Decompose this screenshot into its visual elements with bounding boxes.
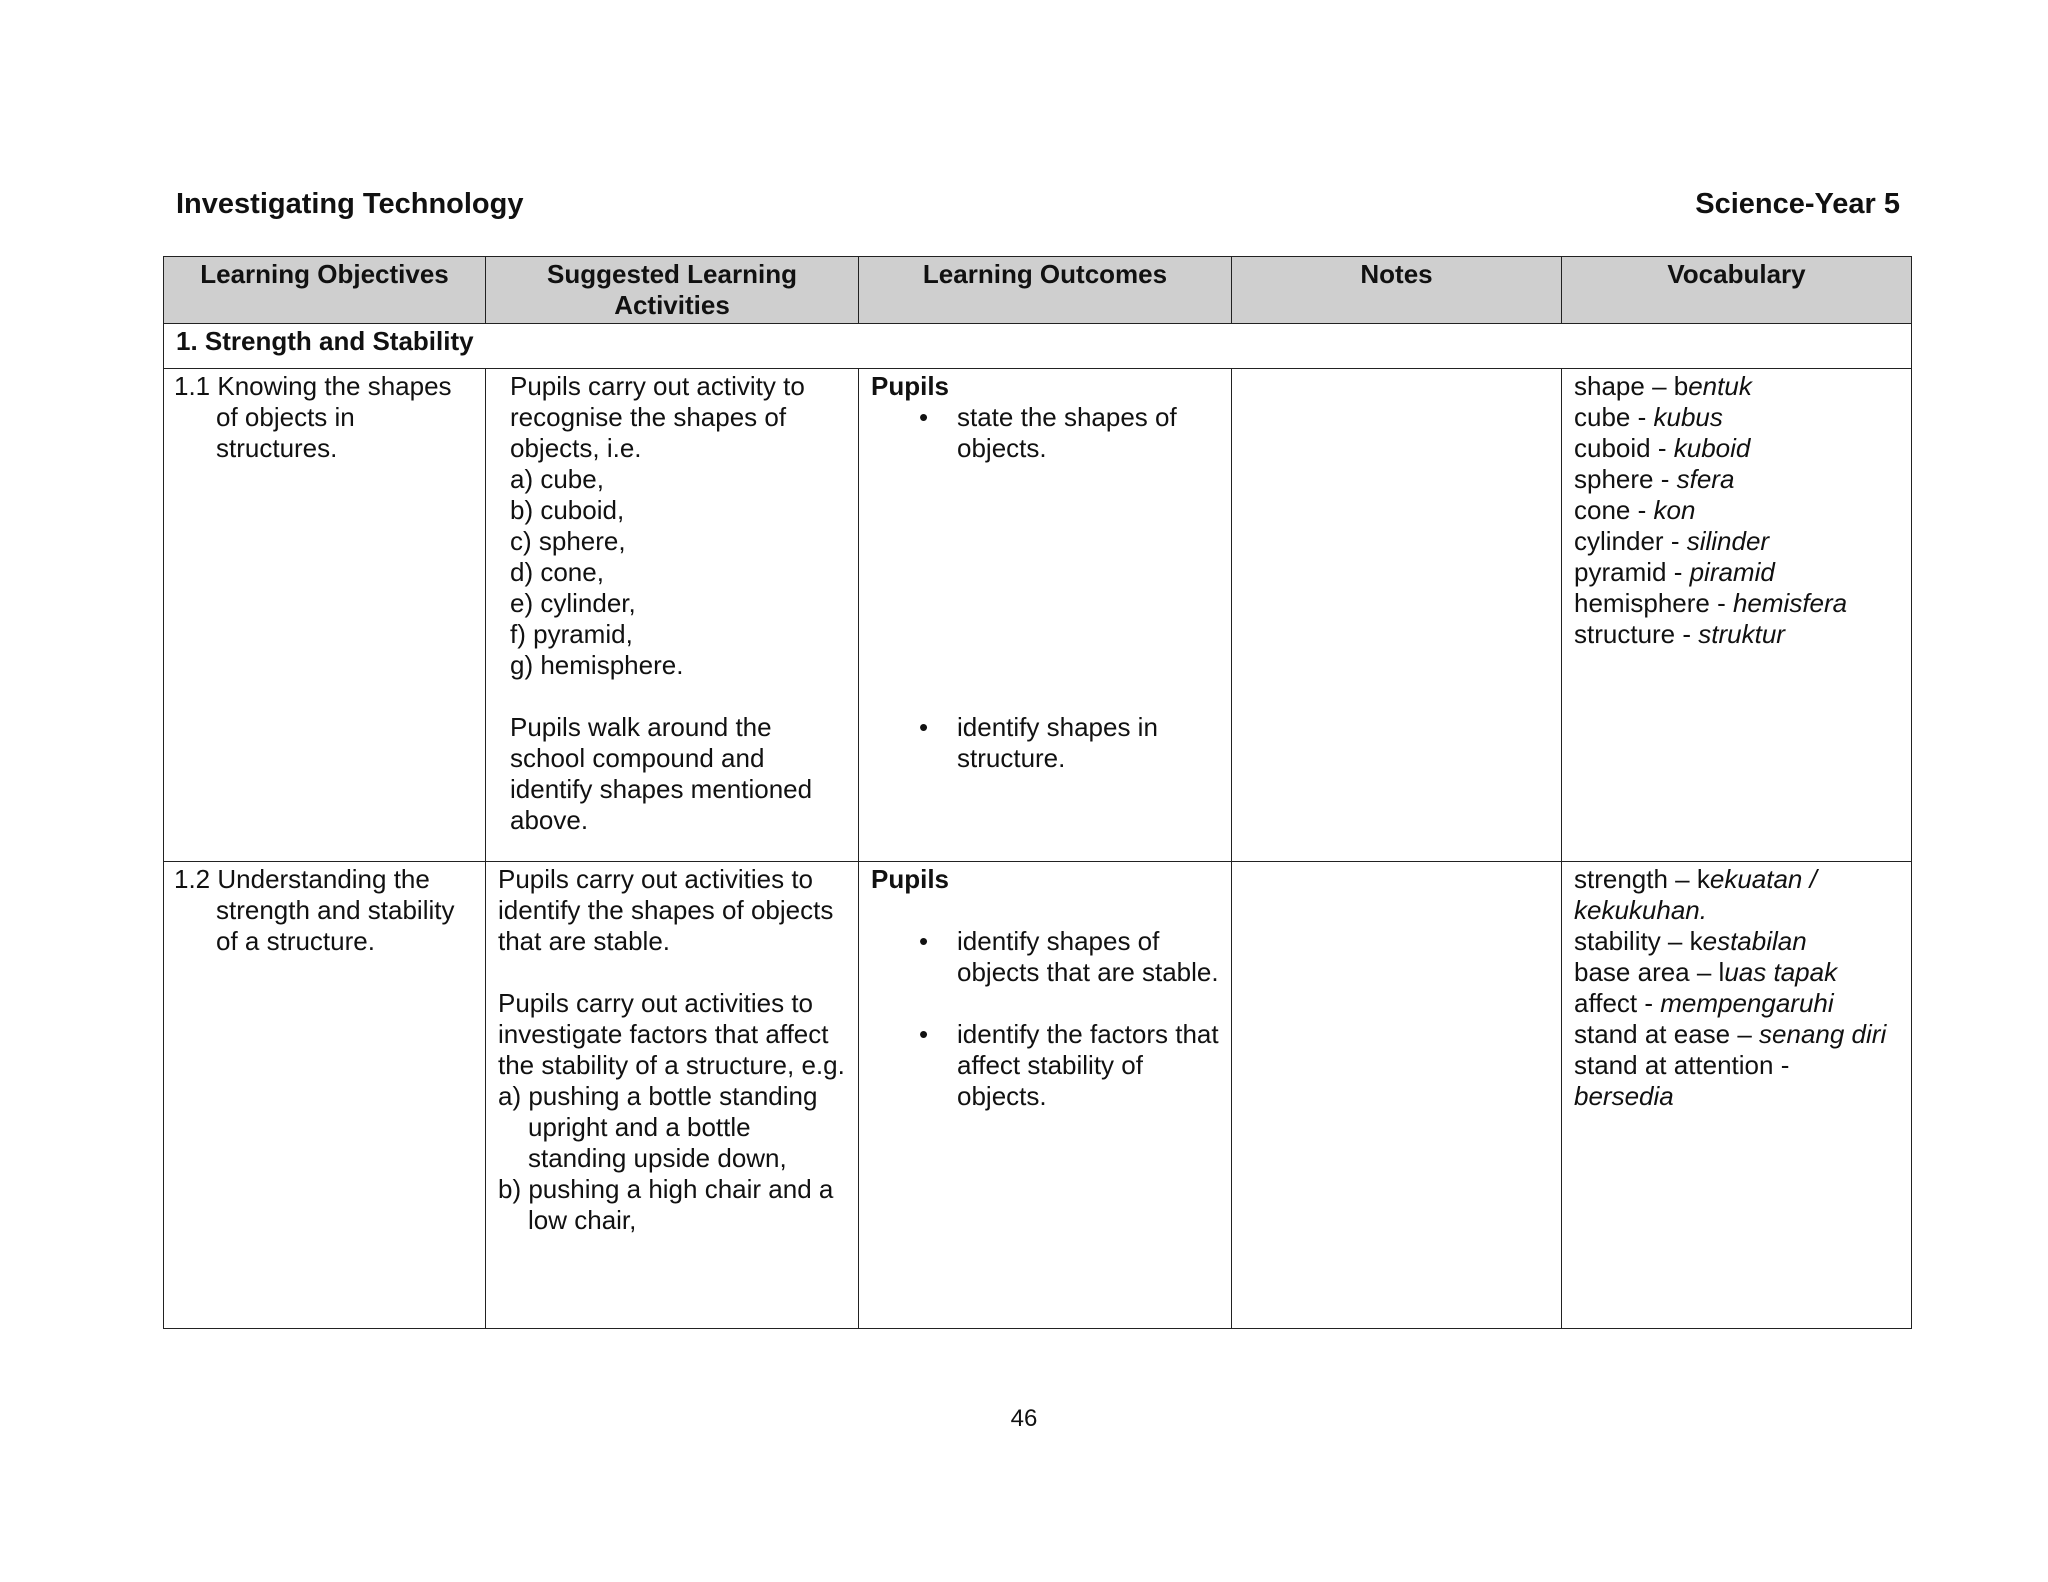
list-item: • identify shapes of objects that are stable. [871,926,1219,988]
section-row [164,324,1912,369]
list-item: f) pyramid, [510,619,633,649]
vocabulary-cell [1562,369,1912,862]
list-item: a) pushing a bottle standing upright and a bottle standing upside down, [498,1081,818,1173]
document-title: Investigating Technology [176,188,524,220]
activity-paragraph: Pupils carry out activities to investigate factors that affect the stability of a structure, e.g. [498,988,845,1080]
page-number: 46 [1010,1405,1038,1432]
outcomes-cell [859,369,1232,862]
list-item: g) hemisphere. [510,650,684,680]
outcomes-cell [859,862,1232,1329]
col-header-objectives: Learning Objectives [164,257,486,324]
activities-cell [486,369,859,862]
vocab-entry: stand at ease – senang diri [1574,1019,1887,1049]
list-item: e) cylinder, [510,588,636,618]
outcomes-lead: Pupils [871,371,950,401]
vocab-entry: shape – bentuk [1574,371,1752,401]
vocab-entry: stand at attention - [1574,1050,1790,1080]
subject-label: Science-Year 5 [1695,188,1900,220]
list-item: • identify the factors that affect stability of objects. [871,1019,1219,1112]
vocab-entry: cube - kubus [1574,402,1723,432]
section-title: 1. Strength and Stability [164,324,1912,369]
list-item: b) pushing a high chair and a low chair, [498,1174,834,1235]
list-item: • identify shapes in structure. [871,712,1219,774]
vocab-entry: pyramid - piramid [1574,557,1775,587]
list-item: b) cuboid, [510,495,625,525]
vocab-entry: base area – luas tapak [1574,957,1838,987]
vocab-entry: structure - struktur [1574,619,1785,649]
activity-paragraph: Pupils carry out activities to identify the shapes of objects that are stable. [498,864,834,956]
table-header-row [164,257,1912,324]
shape-list [510,464,846,681]
list-item: • state the shapes of objects. [871,402,1219,464]
vocab-entry: kekukuhan. [1574,895,1707,925]
objective-cell: 1.1 Knowing the shapes of objects in structures. [164,369,486,862]
vocab-entry: stability – kestabilan [1574,926,1807,956]
table-row [164,862,1912,1329]
vocab-entry: strength – kekuatan / [1574,864,1817,894]
activity-intro: Pupils carry out activity to recognise the shapes of objects, i.e. [510,371,805,463]
vocab-entry: hemisphere - hemisfera [1574,588,1848,618]
col-header-activities: Suggested Learning Activities [486,257,859,324]
vocab-entry: cylinder - silinder [1574,526,1770,556]
outcomes-list [871,712,1219,774]
vocab-entry: cuboid - kuboid [1574,433,1751,463]
activity-extra: Pupils walk around the school compound and identify shapes mentioned above. [510,712,813,835]
col-header-vocabulary: Vocabulary [1562,257,1912,324]
list-item: a) cube, [510,464,604,494]
notes-cell [1232,369,1562,862]
syllabus-table [163,256,1912,1329]
outcomes-list [871,926,1219,988]
outcomes-list [871,1019,1219,1112]
outcomes-list [871,402,1219,464]
outcomes-lead: Pupils [871,864,950,894]
vocab-entry: affect - mempengaruhi [1574,988,1834,1018]
col-header-notes: Notes [1232,257,1562,324]
activities-cell [486,862,859,1329]
vocab-entry: bersedia [1574,1081,1674,1111]
objective-cell: 1.2 Understanding the strength and stability of a structure. [164,862,486,1329]
vocabulary-cell [1562,862,1912,1329]
list-item: d) cone, [510,557,604,587]
vocab-entry: sphere - sfera [1574,464,1735,494]
list-item: c) sphere, [510,526,626,556]
col-header-outcomes: Learning Outcomes [859,257,1232,324]
vocab-entry: cone - kon [1574,495,1696,525]
table-row [164,369,1912,862]
notes-cell [1232,862,1562,1329]
